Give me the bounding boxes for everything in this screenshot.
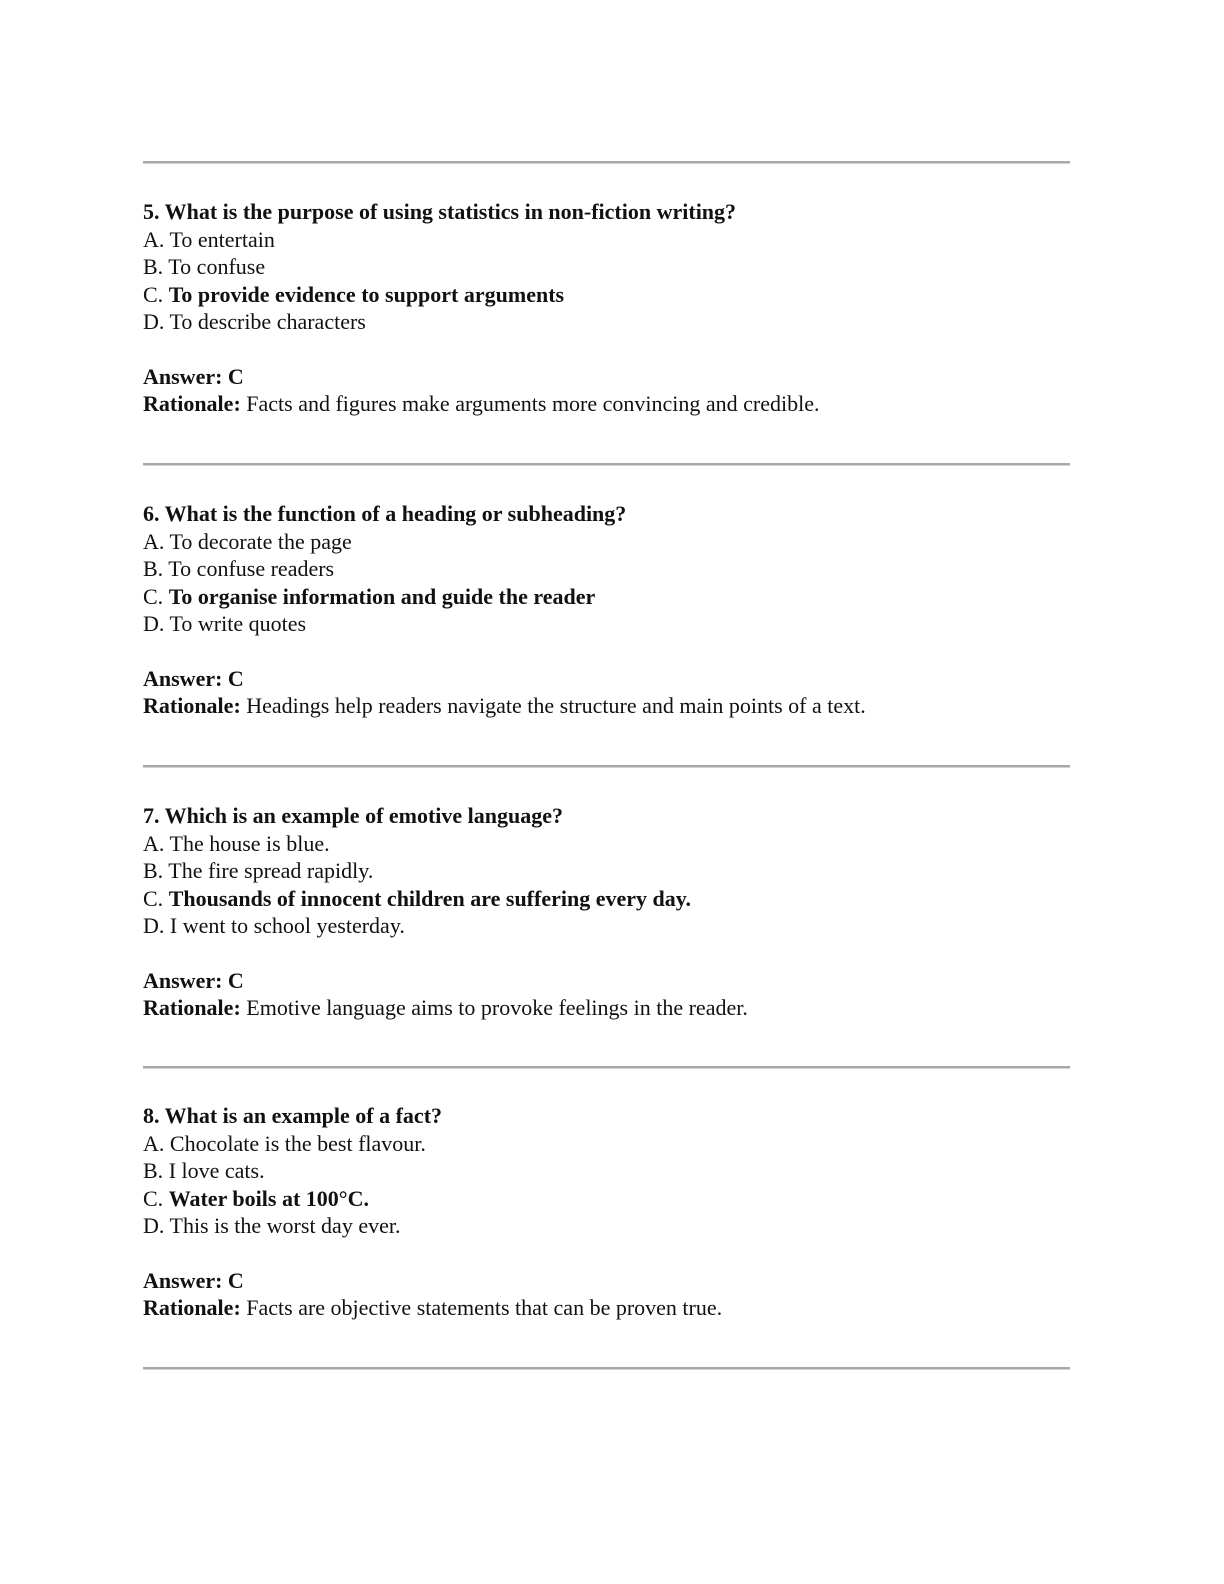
option-text: The house is blue. [169,830,330,856]
question-title: 7. Which is an example of emotive language? [143,803,564,828]
option-letter: D. [143,309,170,334]
option-c [143,281,1073,309]
option-letter: C. [143,281,169,307]
option-letter: C. [143,885,169,911]
rationale-label: Rationale: [143,391,241,416]
option-a [143,226,1073,254]
option-letter: D. [143,611,170,636]
option-letter: B. [143,1158,169,1183]
option-c [143,583,1073,611]
option-text: I went to school yesterday. [169,913,405,938]
option-b [143,555,1073,583]
divider [143,1066,1070,1069]
option-letter: A. [143,830,170,856]
rationale [143,994,1073,1022]
rationale-label: Rationale: [143,693,241,718]
question-block [143,1102,1073,1322]
rationale [143,1294,1073,1322]
rationale [143,692,1073,720]
question-title: 8. What is an example of a fact? [143,1103,443,1128]
option-text: To write quotes [169,611,307,636]
question-title: 5. What is the purpose of using statistics in non-fiction writing? [143,199,737,224]
option-b [143,253,1073,281]
rationale-text: Facts and figures make arguments more convincing and credible. [240,391,820,416]
answer-block [143,363,1073,418]
option-a [143,830,1073,858]
divider [143,1367,1070,1370]
option-a [143,528,1073,556]
option-text: To decorate the page [169,528,352,554]
correct-option-text: Thousands of innocent children are suffering every day. [168,885,692,911]
option-b [143,857,1073,885]
question-title: 6. What is the function of a heading or subheading? [143,501,627,526]
rationale-label: Rationale: [143,1295,241,1320]
divider [143,463,1070,466]
option-d [143,308,1073,336]
correct-option-text: To provide evidence to support arguments [168,281,565,307]
option-text: To confuse readers [168,556,335,581]
option-text: To entertain [169,226,275,252]
option-letter: D. [143,1213,170,1238]
question-block [143,198,1073,418]
option-letter: C. [143,1185,169,1211]
rationale-text: Headings help readers navigate the structure and main points of a text. [240,693,866,718]
answer-block [143,665,1073,720]
answer-label: Answer: C [143,363,244,389]
option-c [143,885,1073,913]
question-block [143,500,1073,720]
correct-option-text: To organise information and guide the reader [168,583,596,609]
divider [143,765,1070,768]
option-b [143,1157,1073,1185]
option-letter: B. [143,858,169,883]
option-text: The fire spread rapidly. [168,858,374,883]
rationale-label: Rationale: [143,995,241,1020]
option-d [143,912,1073,940]
option-text: To confuse [168,254,266,279]
answer-label: Answer: C [143,1267,244,1293]
option-letter: A. [143,528,170,554]
option-letter: B. [143,556,169,581]
option-letter: B. [143,254,169,279]
option-text: To describe characters [169,309,366,334]
option-letter: A. [143,226,170,252]
option-letter: D. [143,913,170,938]
rationale [143,390,1073,418]
option-a [143,1130,1073,1158]
answer-block [143,1267,1073,1322]
question-block [143,802,1073,1022]
option-d [143,610,1073,638]
answer-label: Answer: C [143,665,244,691]
rationale-text: Emotive language aims to provoke feelings in the reader. [240,995,748,1020]
option-letter: A. [143,1130,170,1156]
divider [143,161,1070,164]
option-text: I love cats. [168,1158,265,1183]
option-c [143,1185,1073,1213]
rationale-text: Facts are objective statements that can be proven true. [240,1295,723,1320]
answer-label: Answer: C [143,967,244,993]
answer-block [143,967,1073,1022]
correct-option-text: Water boils at 100°C. [168,1185,369,1211]
option-d [143,1212,1073,1240]
option-text: Chocolate is the best flavour. [169,1130,426,1156]
option-text: This is the worst day ever. [169,1213,401,1238]
option-letter: C. [143,583,169,609]
